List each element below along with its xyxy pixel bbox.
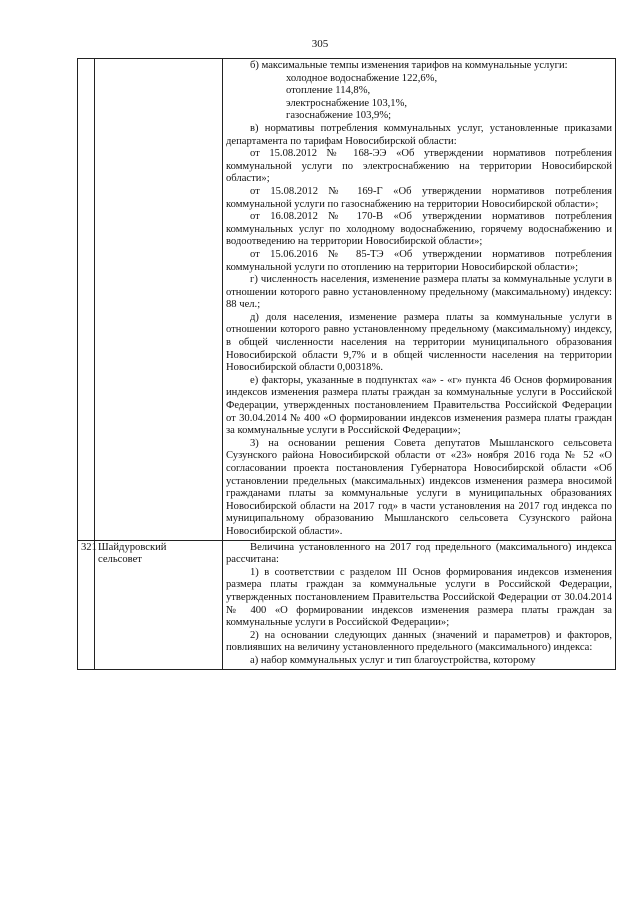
description-cell <box>223 540 616 669</box>
paragraph-list-item: отопление 114,8%, <box>286 85 371 97</box>
paragraph: а) набор коммунальных услуг и тип благоустройства, которому <box>250 654 536 666</box>
table-row <box>78 540 616 669</box>
paragraph: от 15.06.2016 № 85-ТЭ «Об утверждении нормативов потребления коммунальной услуги по отоплению на территории Новосибирской области»; <box>226 248 612 273</box>
paragraph: от 15.08.2012 № 169-Г «Об утверждении нормативов потребления коммунальной услуги по газоснабжению на территории Новосибирской области»; <box>226 185 612 210</box>
paragraph: Величина установленного на 2017 год предельного (максимального) индекса рассчитана: <box>226 541 612 566</box>
paragraph-list-item: холодное водоснабжение 122,6%, <box>286 72 438 84</box>
row-number-cell <box>78 59 95 541</box>
paragraph: е) факторы, указанные в подпунктах «а» - «г» пункта 46 Основ формирования индексов изменения размера платы граждан за коммунальные услуги в Российской Федерации, утвержденных постановлением Правительства Российской Федерации от 30.04.2014 № 400 «О формировании индексов изменения размера платы граждан за коммунальные услуги в Российской Федерации»; <box>226 374 612 437</box>
row-number-cell <box>78 540 95 669</box>
document-table <box>77 58 616 670</box>
paragraph-list-item: электроснабжение 103,1%, <box>286 97 408 109</box>
row-number: 321 <box>81 541 97 553</box>
paragraph: б) максимальные темпы изменения тарифов на коммунальные услуги: <box>250 60 568 71</box>
table-body <box>78 59 616 670</box>
paragraph: г) численность населения, изменение размера платы за коммунальные услуги в отношении которого равно установленному предельному (максимальному) индексу: 88 чел.; <box>226 274 612 311</box>
municipality-name-cell <box>95 540 223 669</box>
paragraph: 2) на основании следующих данных (значений и параметров) и факторов, повлиявших на величину установленного предельного (максимального) индекса: <box>226 629 612 654</box>
paragraph: от 16.08.2012 № 170-В «Об утверждении нормативов потребления коммунальных услуг по холодному водоснабжению, горячему водоснабжению и водоотведению на территории Новосибирской области»; <box>226 211 612 248</box>
table-row <box>78 59 616 541</box>
description-cell <box>223 59 616 541</box>
municipality-name-cell <box>95 59 223 541</box>
paragraph: от 15.08.2012 № 168-ЭЭ «Об утверждении нормативов потребления коммунальной услуги по электроснабжению на территории Новосибирской области»; <box>226 148 612 185</box>
municipality-name: сельсовет <box>98 554 142 566</box>
paragraph: в) нормативы потребления коммунальных услуг, установленные приказами департамента по тарифам Новосибирской области: <box>226 122 612 147</box>
paragraph-list-item: газоснабжение 103,9%; <box>286 110 392 122</box>
paragraph: д) доля населения, изменение размера платы за коммунальные услуги в отношении которого равно установленному предельному (максимальному) индексу, в общей численности населения на территории муниципального образования Новосибирской области 9,7% и в общей численности населения на территории Новосибирской области 0,00318%. <box>226 311 612 374</box>
municipality-name: Шайдуровский <box>98 541 167 553</box>
page-number: 305 <box>311 38 329 50</box>
paragraph: 1) в соответствии с разделом III Основ формирования индексов изменения размера платы граждан за коммунальные услуги в Российской Федерации, утвержденных постановлением Правительства Российской Федерации от 30.04.2014 № 400 «О формировании индексов изменения размера платы граждан за коммунальные услуги в Российской Федерации»; <box>226 566 612 629</box>
paragraph: 3) на основании решения Совета депутатов Мышланского сельсовета Сузунского района Новосибирской области от «23» ноября 2016 года № 52 «О согласовании проекта постановления Губернатора Новосибирской области «Об установлении предельных (максимальных) индексов изменения размера вносимой гражданами платы за коммунальные услуги в муниципальных образованиях Новосибирской области на 2017 год» в части установления на 2017 год индекса по муниципальному образованию Мышланского сельсовета Сузунского района Новосибирской области». <box>226 437 612 537</box>
